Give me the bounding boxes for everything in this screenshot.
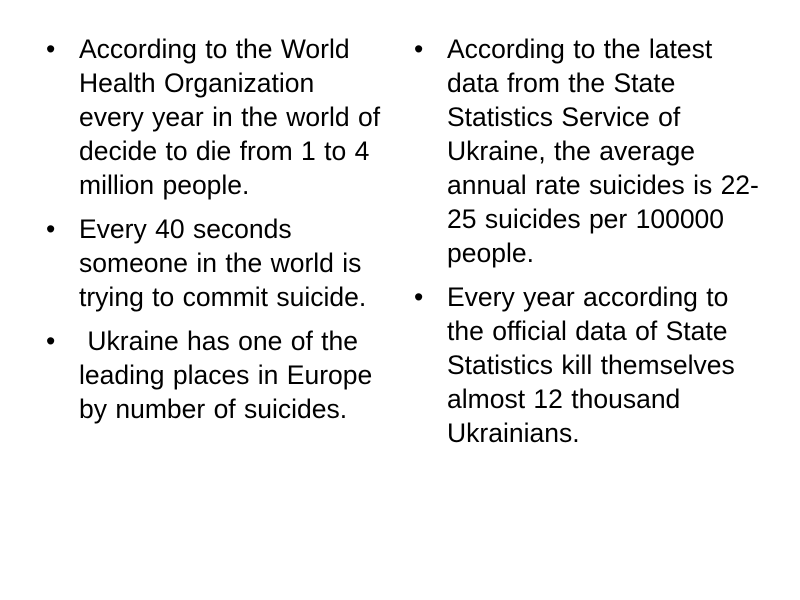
bullet-text: Ukraine has one of the leading places in Europe by number of suicides. xyxy=(79,326,381,424)
bullet-icon: • xyxy=(414,282,424,312)
right-bullet-list xyxy=(414,32,764,460)
bullet-icon: • xyxy=(414,34,424,64)
bullet-icon: • xyxy=(46,34,56,64)
bullet-item xyxy=(46,212,386,314)
bullet-item xyxy=(414,280,764,450)
bullet-icon: • xyxy=(46,326,56,356)
bullet-text: Every 40 seconds someone in the world is trying to commit suicide. xyxy=(79,214,370,312)
bullet-text: According to the World Health Organization every year in the world of decide to die from 1 to 4 million people. xyxy=(79,34,389,200)
bullet-item xyxy=(46,324,386,426)
bullet-text: According to the latest data from the State Statistics Service of Ukraine, the average annual rate suicides is 22-25 suicides per 100000 people. xyxy=(447,34,759,268)
bullet-icon: • xyxy=(46,214,56,244)
bullet-text: Every year according to the official data of State Statistics kill themselves almost 12 thousand Ukrainians. xyxy=(447,282,744,448)
left-bullet-list xyxy=(46,32,389,436)
bullet-item xyxy=(46,32,389,202)
bullet-item xyxy=(414,32,764,270)
